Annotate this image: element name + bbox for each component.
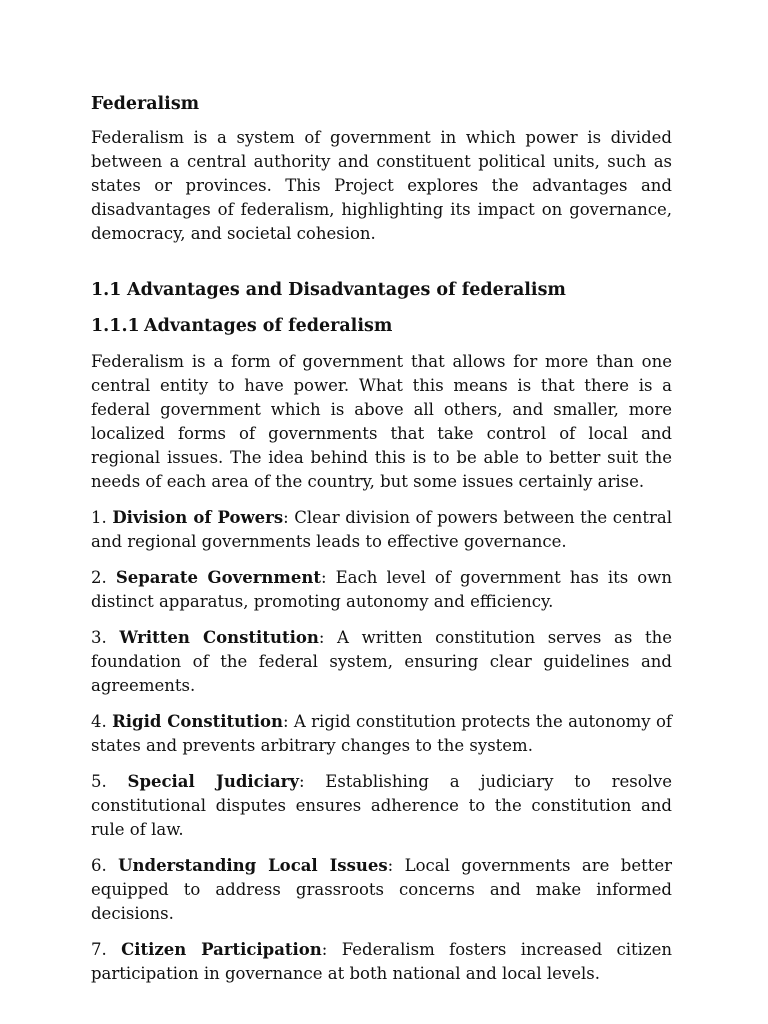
document-title: Federalism [91,94,200,114]
item-term: Special Judiciary [127,772,299,791]
item-text: : Federalism fosters increased citizen participation in governance at both national and local levels. [91,940,672,983]
item-term: Written Constitution [119,628,319,647]
subsection-title: Advantages of federalism [144,316,393,336]
section-heading [91,278,672,302]
list-item [91,938,672,986]
item-term: Separate Government [115,568,321,587]
item-text: : Clear division of powers between the central and regional governments leads to effective governance. [91,508,672,551]
item-number: 3. [91,628,107,647]
item-term: Division of Powers [112,508,284,527]
item-number: 2. [91,568,107,587]
list-item [91,626,672,698]
list-item [91,854,672,926]
intro-paragraph: Federalism is a system of government in which power is divided between a central authority and constituent political units, such as states or provinces. This Project explores the advantages and disadvantages of federalism, highlighting its impact on governance, democracy, and societal cohesion. [91,128,672,243]
item-number: 1. [91,508,107,527]
item-text: : A rigid constitution protects the autonomy of states and prevents arbitrary changes to the system. [91,712,672,755]
item-number: 4. [91,712,107,731]
body-paragraph: Federalism is a form of government that allows for more than one central entity to have power. What this means is that there is a federal government which is above all others, and smaller, more localized forms of governments that take control of local and regional issues. The idea behind this is to be able to better suit the needs of each area of the country, but some issues certainly arise. [91,352,672,491]
subsection-heading [91,314,672,338]
item-text: : Local governments are better equipped to address grassroots concerns and make informed decisions. [91,856,672,923]
item-number: 5. [91,772,107,791]
item-term: Citizen Participation [121,940,322,959]
subsection-number: 1.1.1 [91,316,140,336]
list-item [91,566,672,614]
section-number: 1.1 [91,280,122,300]
section-title: Advantages and Disadvantages of federalism [127,280,566,300]
item-term: Understanding Local Issues [118,856,388,875]
item-text: : Establishing a judiciary to resolve constitutional disputes ensures adherence to the constitution and rule of law. [91,772,672,839]
item-term: Rigid Constitution [112,712,284,731]
list-item [91,710,672,758]
item-text: : A written constitution serves as the foundation of the federal system, ensuring clear guidelines and agreements. [91,628,672,695]
item-text: : Each level of government has its own distinct apparatus, promoting autonomy and efficiency. [91,568,672,611]
list-item [91,506,672,554]
item-number: 6. [91,856,107,875]
item-number: 7. [91,940,107,959]
list-item [91,770,672,842]
